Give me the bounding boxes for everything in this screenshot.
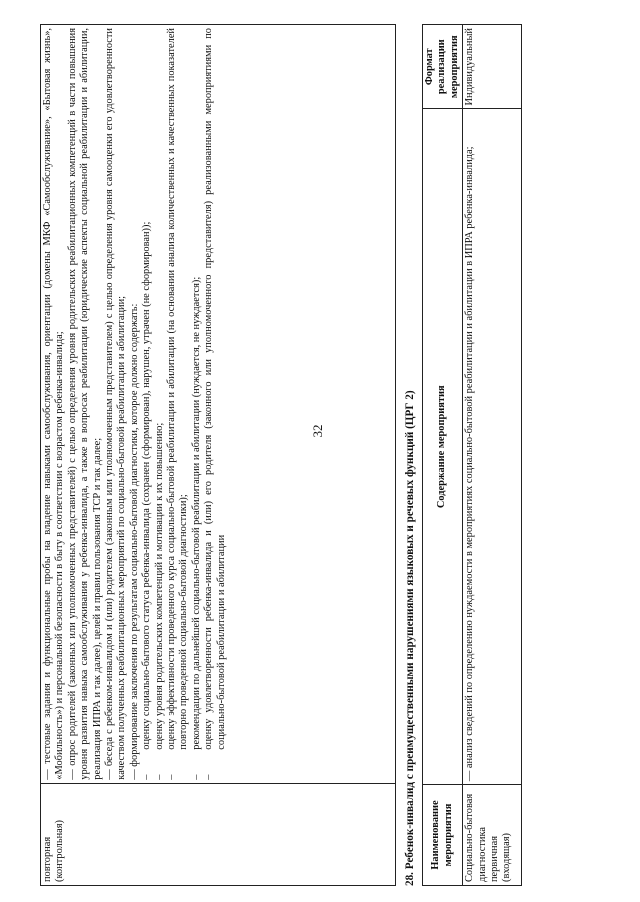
content-paragraph: — формирование заключения по результатам социально-бытовой диагностики, которое должно содержать: — [128, 303, 140, 780]
dash-bullet: – — [203, 774, 215, 780]
dash-bullet: – — [190, 774, 202, 780]
measure-name-cell: Социально-бытовая диагностика первичная (входящая) — [463, 785, 522, 886]
list-item — [203, 28, 228, 780]
list-item-text: оценку удовлетворенности ребенка-инвалида и (или) его родителя (законного или уполномоченного представителя) реализованными мероприятиями по социально-бытовой реабилитации и абилитации — [203, 28, 227, 750]
header-measure-name: Наименование мероприятия — [423, 785, 463, 886]
list-item — [154, 28, 166, 780]
measure-format-cell: Индивидуальный — [463, 25, 522, 109]
list-item-text: оценку социально-бытового статуса ребенка-инвалида (сохранен (сформирован), нарушен, утрачен (не сформирован)); — [141, 221, 153, 750]
list-item — [166, 28, 191, 780]
measures-table-continued — [40, 24, 396, 886]
measure-name-cell — [41, 783, 396, 885]
header-measure-content: Содержание мероприятия — [423, 109, 463, 785]
measures-table — [422, 24, 522, 886]
header-measure-format: Формат реализации мероприятия — [423, 25, 463, 109]
content-paragraph: — опрос родителей (законных или уполномоченных представителей) с целью определения уровня родительских реабилитационных компетенций в части повышения уровня развития навыка самообслуживания у ребенка-инвалида, а также в вопросах реабилитации (юридические аспекты социальной реабилитации и абилитации, реализация ИПРА и так далее), целей и правил пользования ТСР и так далее; — [66, 28, 103, 780]
table-row — [41, 25, 396, 886]
list-item-text: оценку эффективности проведенного курса социально-бытовой реабилитации и абилитации (на основании анализа количественных и качественных показателей повторно проведенной социально-бытовой диагностики); — [166, 28, 190, 750]
content-paragraph: — тестовые задания и функциональные пробы на владение навыками самообслуживания, ориентации (домены МКФ «Самообслуживание», «Бытовая жизнь», «Мобильность») и персональной безопасности в быту в соответствии с возрастом ребенка-инвалида; — [42, 28, 66, 780]
table-row — [463, 25, 522, 886]
list-item — [191, 28, 203, 780]
list-item-text: оценку уровня родительских компетенций и мотивации к их повышению; — [153, 422, 165, 750]
measure-name-text: повторная (контрольная) — [42, 820, 66, 882]
list-item — [141, 28, 153, 780]
dash-bullet: – — [153, 774, 165, 780]
rotated-page-content — [40, 24, 612, 886]
section-title: 28. Ребенок-инвалид с преимущественными нарушениями языковых и речевых функций (ЦРГ 2) — [404, 390, 416, 886]
table-header-row — [423, 25, 463, 886]
list-item-text: рекомендации по дальнейшей социально-бытовой реабилитации и абилитации (нуждается, не нуждается); — [190, 276, 202, 750]
measure-content-cell: — анализ сведений по определению нуждаемости в мероприятиях социально-бытовой реабилитации и абилитации в ИПРА ребенка-инвалида; — [463, 109, 522, 785]
dash-bullet: – — [166, 774, 178, 780]
dash-bullet: – — [141, 774, 153, 780]
measure-content-cell — [41, 25, 396, 784]
content-paragraph: — беседа с ребенком-инвалидом и (или) родителем (законным или уполномоченным представителем) с целью определения уровня самооценки его удовлетворенности качеством полученных реабилитационных мероприятий по социально-бытовой реабилитации и абилитации; — [104, 28, 128, 780]
conclusion-list — [141, 28, 228, 780]
page-number: 32 — [310, 424, 325, 438]
